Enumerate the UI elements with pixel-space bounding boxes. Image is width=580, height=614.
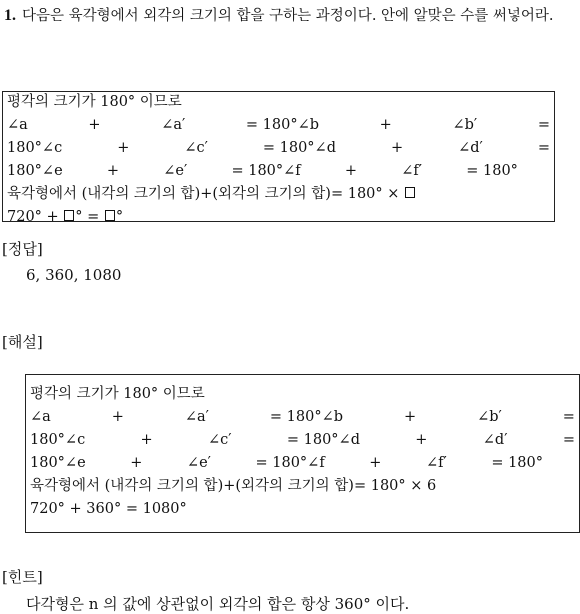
explanation-row-3-cell: = — [562, 432, 575, 448]
explanation-row-4-cell: ∠e′ — [186, 455, 211, 471]
problem-row-3-cell: ∠c′ — [184, 140, 208, 156]
explanation-row-2-cell: + — [403, 409, 417, 425]
explanation-row-4-cell: 180°∠e — [30, 455, 86, 471]
blank-box-3 — [105, 210, 115, 221]
explanation-row-4-cell: = 180° — [491, 455, 543, 471]
problem-row-2-cell: = — [537, 117, 550, 133]
problem-row-4-cell: = 180° — [466, 163, 518, 179]
problem-row-4-cell: = 180°∠f — [231, 163, 301, 179]
problem-line-6-part-c: ° — [115, 209, 124, 225]
problem-line-6 — [7, 206, 550, 229]
explanation-row-3-cell: ∠d′ — [482, 432, 508, 448]
explanation-box — [25, 374, 580, 533]
explanation-row-2-cell: ∠b′ — [477, 409, 502, 425]
explanation-row-4-cell: ∠f′ — [425, 455, 447, 471]
problem-row-3-cell: + — [390, 140, 404, 156]
explanation-row-2-cell: ∠a — [30, 409, 51, 425]
hint-text: 다각형은 n 의 값에 상관없이 외각의 합은 항상 360° 이다. — [26, 595, 410, 613]
explanation-row-3-cell: + — [140, 432, 153, 448]
explanation-row-4 — [30, 452, 575, 475]
explanation-row-4-cell: + — [369, 455, 382, 471]
problem-row-3 — [7, 137, 550, 160]
explanation-row-3-cell: 180°∠c — [30, 432, 86, 448]
explanation-row-3-cell: ∠c′ — [207, 432, 232, 448]
problem-row-3-cell: = 180°∠d — [262, 140, 336, 156]
hint-heading: [힌트] — [2, 568, 43, 586]
problem-row-4-cell: ∠f′ — [401, 163, 423, 179]
problem-row-3-cell: = — [537, 140, 550, 156]
problem-row-3-cell: + — [117, 140, 130, 156]
blank-box-1 — [405, 187, 415, 198]
problem-box — [2, 91, 555, 225]
problem-line-1: 평각의 크기가 180° 이므로 — [7, 94, 182, 110]
explanation-row-4-cell: = 180°∠f — [255, 455, 325, 471]
problem-row-2-cell: ∠a — [7, 117, 28, 133]
problem-row-4-cell: + — [344, 163, 358, 179]
explanation-line-1: 평각의 크기가 180° 이므로 — [30, 386, 205, 402]
explanation-row-4-cell: + — [130, 455, 143, 471]
problem-row-2-cell: ∠b′ — [452, 117, 478, 133]
explanation-line-6: 720° + 360° = 1080° — [30, 501, 187, 517]
question-block — [4, 4, 574, 28]
problem-row-4 — [7, 160, 550, 183]
problem-line-5 — [7, 183, 550, 206]
explanation-row-3-cell: = 180°∠d — [286, 432, 360, 448]
explanation-row-3 — [30, 429, 575, 452]
answer-heading: [정답] — [2, 240, 43, 258]
problem-row-2-cell: ∠a′ — [161, 117, 186, 133]
problem-row-2-cell: = 180°∠b — [245, 117, 320, 133]
problem-line-5-text: 육각형에서 (내각의 크기의 합)+(외각의 크기의 합)= 180° × — [7, 186, 405, 202]
problem-row-4-cell: 180°∠e — [7, 163, 63, 179]
explanation-row-2 — [30, 406, 575, 429]
explanation-heading: [해설] — [2, 333, 43, 351]
question-text: 다음은 육각형에서 외각의 크기의 합을 구하는 과정이다. 안에 알맞은 수를 써넣어라. — [22, 8, 554, 24]
problem-row-4-cell: ∠e′ — [163, 163, 188, 179]
question-number: 1. — [4, 7, 16, 24]
problem-line-6-part-b: ° = — [75, 209, 104, 225]
problem-line-6-part-a: 720° + — [7, 209, 64, 225]
explanation-line-5: 육각형에서 (내각의 크기의 합)+(외각의 크기의 합)= 180° × 6 — [30, 478, 437, 494]
explanation-row-2-cell: ∠a′ — [184, 409, 209, 425]
explanation-row-2-cell: + — [111, 409, 124, 425]
problem-row-3-cell: ∠d′ — [458, 140, 483, 156]
answer-text: 6, 360, 1080 — [26, 266, 122, 284]
explanation-row-3-cell: + — [415, 432, 428, 448]
explanation-row-2-cell: = — [562, 409, 575, 425]
blank-box-2 — [64, 210, 74, 221]
problem-row-4-cell: + — [106, 163, 120, 179]
problem-row-3-cell: 180°∠c — [7, 140, 63, 156]
explanation-row-2-cell: = 180°∠b — [269, 409, 344, 425]
problem-row-2-cell: + — [88, 117, 101, 133]
problem-row-2-cell: + — [379, 117, 392, 133]
problem-row-2 — [7, 114, 550, 137]
